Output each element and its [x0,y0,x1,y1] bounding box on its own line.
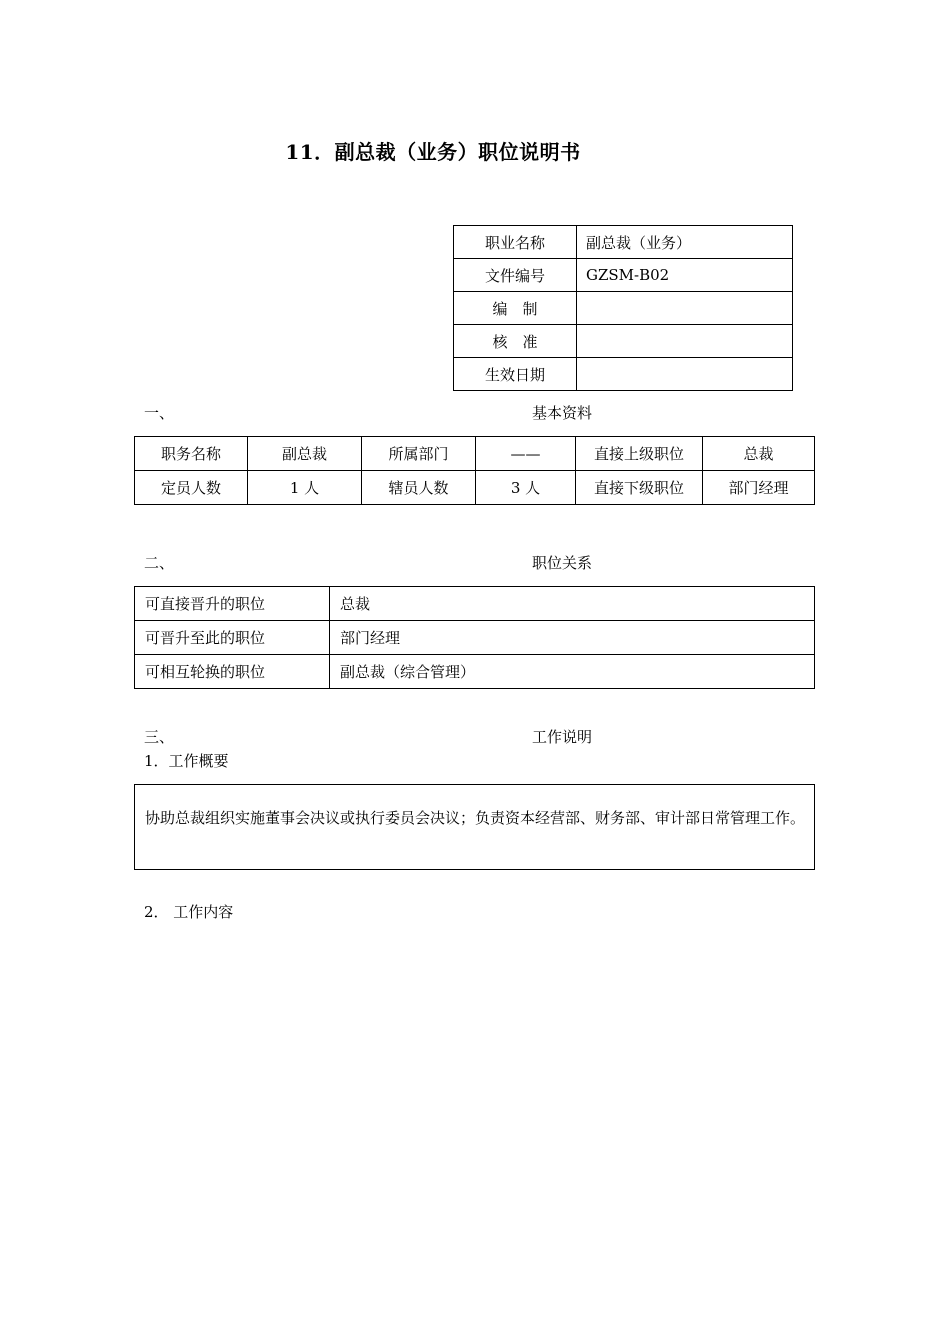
basic-info-table [134,436,815,505]
table-cell: 直接上级职位 [576,437,703,471]
meta-row [454,259,793,292]
meta-value [577,292,793,325]
table-cell: 1 人 [248,471,362,505]
meta-row [454,358,793,391]
meta-value [577,325,793,358]
overview-text: 协助总裁组织实施董事会决议或执行委员会决议；负责资本经营部、财务部、审计部日常管理工作。 [145,809,806,827]
table-row [135,621,815,655]
table-cell: 总裁 [703,437,815,471]
table-row [135,587,815,621]
table-cell: 辖员人数 [362,471,476,505]
table-row [135,655,815,689]
table-cell: 所属部门 [362,437,476,471]
meta-row [454,292,793,325]
table-cell: —— [476,437,576,471]
meta-value [577,358,793,391]
overview-heading: 1．工作概要 [144,752,229,770]
position-relations-table [134,586,815,689]
document-meta-table [453,225,793,391]
work-overview-box [134,784,815,870]
meta-key: 核 准 [454,325,577,358]
section-number: 二、 [144,554,175,572]
section-number: 一、 [144,404,175,422]
meta-row [454,226,793,259]
section-number: 三、 [144,728,175,746]
meta-row [454,325,793,358]
relation-key: 可晋升至此的职位 [135,621,330,655]
meta-value: GZSM-B02 [577,259,793,292]
content-heading: 2． 工作内容 [144,903,234,921]
relation-key: 可相互轮换的职位 [135,655,330,689]
section-title: 工作说明 [532,728,593,746]
table-row [135,437,815,471]
table-cell: 职务名称 [135,437,248,471]
section-title: 基本资料 [532,404,593,422]
relation-value: 部门经理 [330,621,815,655]
relation-value: 总裁 [330,587,815,621]
section-title: 职位关系 [532,554,593,572]
section-heading-relations [144,552,604,572]
meta-key: 编 制 [454,292,577,325]
section-heading-work [144,726,604,746]
table-cell: 定员人数 [135,471,248,505]
table-row [135,471,815,505]
table-cell: 部门经理 [703,471,815,505]
relation-key: 可直接晋升的职位 [135,587,330,621]
relation-value: 副总裁（综合管理） [330,655,815,689]
table-cell: 3 人 [476,471,576,505]
meta-key: 生效日期 [454,358,577,391]
meta-key: 职业名称 [454,226,577,259]
table-cell: 直接下级职位 [576,471,703,505]
meta-key: 文件编号 [454,259,577,292]
table-cell: 副总裁 [248,437,362,471]
section-heading-basic [144,402,604,422]
meta-value: 副总裁（业务） [577,226,793,259]
document-title: 11．副总裁（业务）职位说明书 [285,140,581,164]
